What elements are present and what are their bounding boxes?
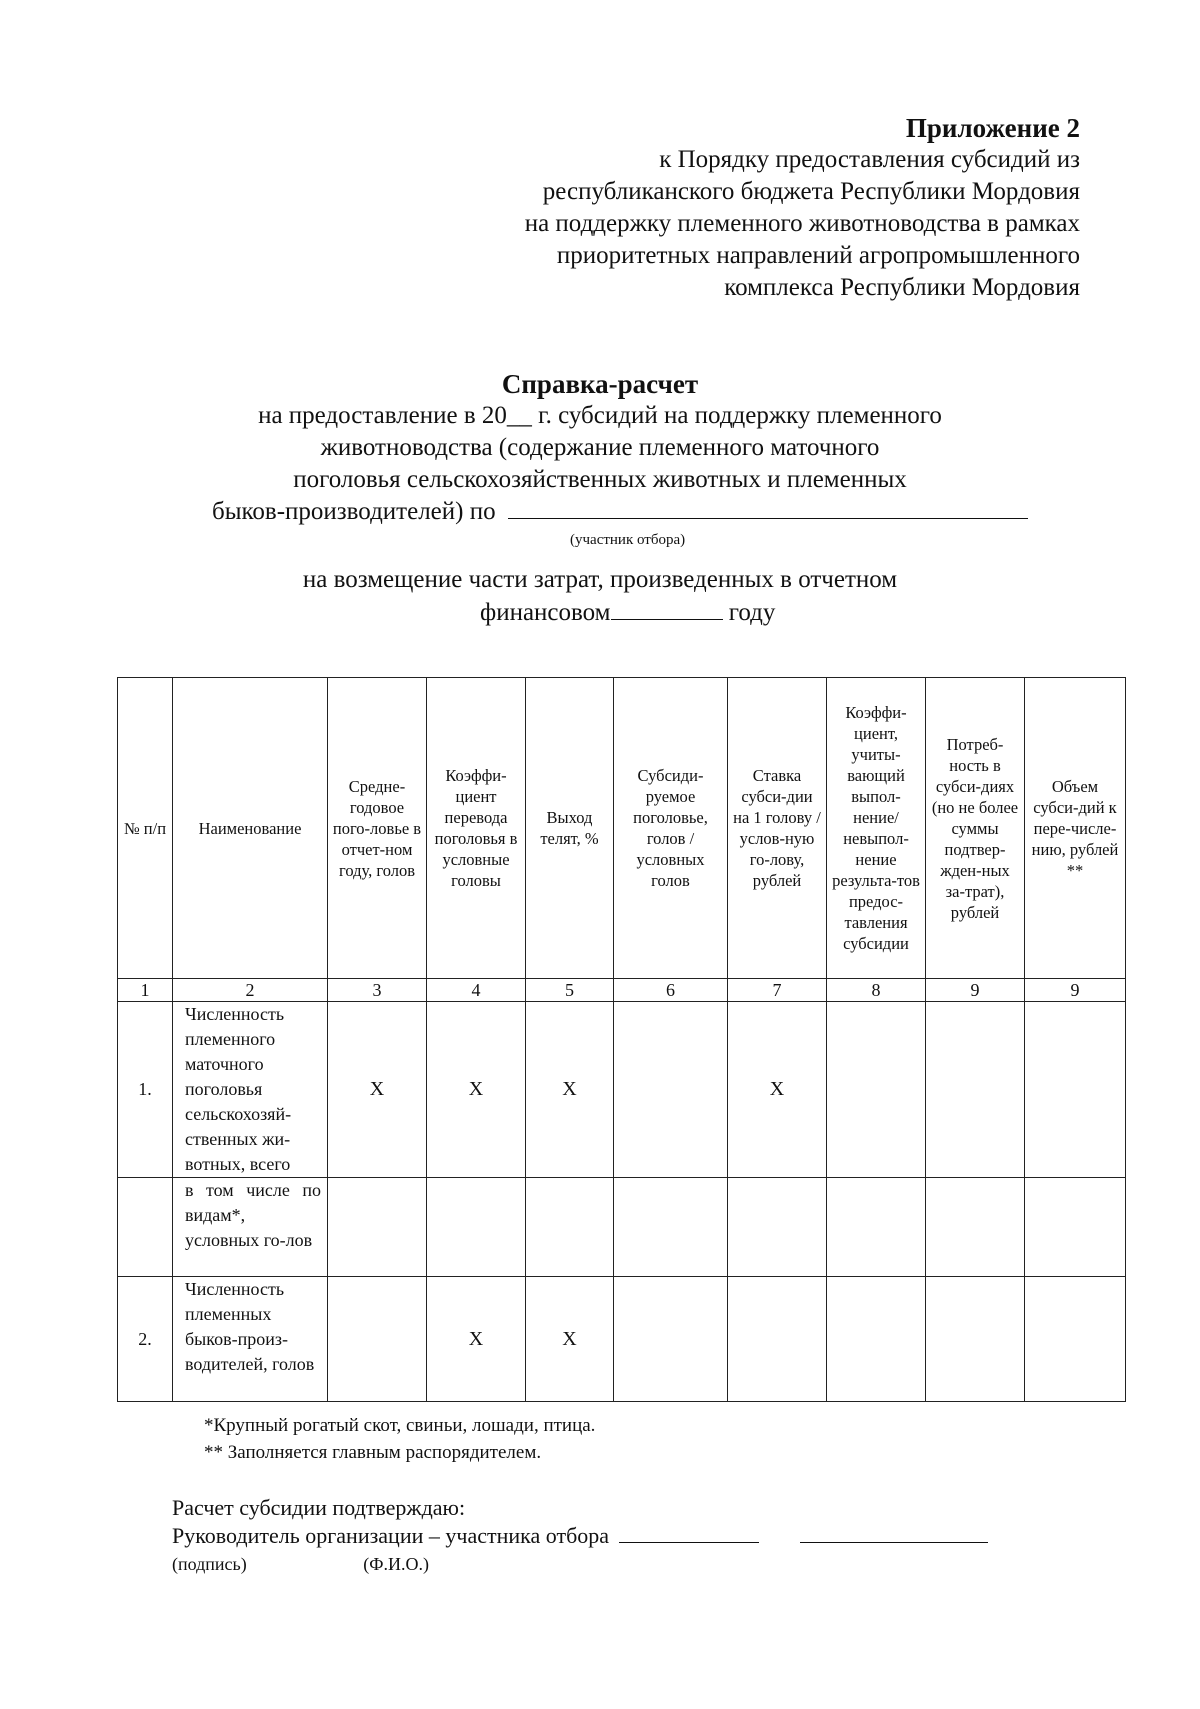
cell-value[interactable] <box>427 1178 526 1277</box>
sign-label: (подпись) <box>172 1554 247 1574</box>
column-number: 6 <box>614 979 728 1002</box>
year-blank[interactable] <box>611 597 723 620</box>
participant-line <box>212 496 1028 528</box>
row-index: 1. <box>118 1002 173 1178</box>
row-name: Численность племенного маточного поголовья сельскохозяй-ственных жи-вотных, всего <box>173 1002 328 1178</box>
participant-hint: (участник отбора) <box>570 532 686 548</box>
cell-value[interactable] <box>526 1178 614 1277</box>
cell-value[interactable] <box>728 1277 827 1402</box>
signer-label: Руководитель организации – участника отбора <box>172 1523 610 1548</box>
year-suffix: году <box>728 599 776 626</box>
footnotes <box>204 1412 595 1466</box>
appendix-line: к Порядку предоставления субсидий из <box>659 146 1080 173</box>
header-cell: Выход телят, % <box>526 678 614 979</box>
appendix-line: республиканского бюджета Республики Мордовия <box>542 178 1080 205</box>
cell-value[interactable]: X <box>328 1002 427 1178</box>
column-number: 9 <box>1025 979 1126 1002</box>
confirm-text: Расчет субсидии подтверждаю: <box>172 1495 466 1520</box>
column-number: 2 <box>173 979 328 1002</box>
header-cell: Средне-годовое пого-ловье в отчет-ном году, голов <box>328 678 427 979</box>
cell-value[interactable] <box>827 1002 926 1178</box>
cell-value[interactable] <box>1025 1277 1126 1402</box>
header-cell: Ставка субси-дии на 1 голову / услов-ную го-лову, рублей <box>728 678 827 979</box>
appendix-title: Приложение 2 <box>905 113 1080 143</box>
cell-value[interactable] <box>827 1277 926 1402</box>
column-number-row <box>118 979 1126 1002</box>
column-number: 8 <box>827 979 926 1002</box>
appendix-line: комплекса Республики Мордовия <box>724 274 1080 301</box>
name-label: (Ф.И.О.) <box>363 1554 429 1574</box>
signature-labels <box>172 1550 988 1578</box>
table-row <box>118 1277 1126 1402</box>
subsidy-table <box>117 677 1126 1402</box>
cell-value[interactable] <box>1025 1002 1126 1178</box>
signature-block <box>172 1494 988 1578</box>
cell-value[interactable] <box>728 1178 827 1277</box>
header-cell: № п/п <box>118 678 173 979</box>
cell-value[interactable] <box>926 1178 1025 1277</box>
name-blank[interactable] <box>800 1522 988 1543</box>
header-cell: Коэффи-циент перевода поголовья в условные головы <box>427 678 526 979</box>
footnote: ** Заполняется главным распорядителем. <box>204 1442 542 1463</box>
header-cell: Потреб-ность в субси-диях (но не более суммы подтвер-жден-ных за-трат), рублей <box>926 678 1025 979</box>
cell-value[interactable] <box>614 1002 728 1178</box>
header-row <box>118 678 1126 979</box>
signer-line <box>172 1522 988 1550</box>
purpose-line: на возмещение части затрат, произведенных в отчетном <box>302 566 898 593</box>
cell-value[interactable]: X <box>526 1002 614 1178</box>
header-cell: Субсиди-руемое поголовье, голов / условных голов <box>614 678 728 979</box>
cell-value[interactable] <box>926 1277 1025 1402</box>
document-title: Справка-расчет <box>501 369 699 399</box>
row-index: 2. <box>118 1277 173 1402</box>
header-cell: Наименование <box>173 678 328 979</box>
title-line: на предоставление в 20__ г. субсидий на поддержку племенного <box>258 402 942 429</box>
cell-value[interactable]: X <box>427 1002 526 1178</box>
column-number: 5 <box>526 979 614 1002</box>
appendix-line: на поддержку племенного животноводства в рамках <box>524 210 1080 237</box>
title-line: поголовья сельскохозяйственных животных и племенных <box>293 466 907 493</box>
year-line <box>480 597 775 629</box>
header-cell: Коэффи-циент, учиты-вающий выпол-нение/ невыпол-нение результа-тов предос-тавления субсидии <box>827 678 926 979</box>
cell-value[interactable] <box>827 1178 926 1277</box>
cell-value[interactable] <box>1025 1178 1126 1277</box>
column-number: 3 <box>328 979 427 1002</box>
column-number: 7 <box>728 979 827 1002</box>
header-cell: Объем субси-дий к пере-числе-нию, рублей ** <box>1025 678 1126 979</box>
table-row <box>118 1178 1126 1277</box>
cell-value[interactable] <box>614 1178 728 1277</box>
cell-value[interactable] <box>614 1277 728 1402</box>
appendix-block <box>525 112 1080 304</box>
row-name: Численность племенных быков-произ-водителей, голов <box>173 1277 328 1402</box>
title-line: животноводства (содержание племенного маточного <box>320 434 880 461</box>
cell-value[interactable] <box>328 1277 427 1402</box>
cell-value[interactable] <box>328 1178 427 1277</box>
row-index <box>118 1178 173 1277</box>
table-row <box>118 1002 1126 1178</box>
column-number: 4 <box>427 979 526 1002</box>
row-name: в том числе по видам*, условных го-лов <box>173 1178 328 1277</box>
cell-value[interactable]: X <box>427 1277 526 1402</box>
participant-label: быков-производителей) по <box>212 498 496 525</box>
cell-value[interactable]: X <box>728 1002 827 1178</box>
cell-value[interactable]: X <box>526 1277 614 1402</box>
year-label: финансовом <box>480 599 611 626</box>
participant-blank[interactable] <box>508 496 1028 519</box>
document-heading <box>0 368 1200 496</box>
signature-blank[interactable] <box>619 1522 759 1543</box>
footnote: *Крупный рогатый скот, свиньи, лошади, птица. <box>204 1415 596 1436</box>
column-number: 9 <box>926 979 1025 1002</box>
column-number: 1 <box>118 979 173 1002</box>
appendix-line: приоритетных направлений агропромышленного <box>556 242 1080 269</box>
cell-value[interactable] <box>926 1002 1025 1178</box>
